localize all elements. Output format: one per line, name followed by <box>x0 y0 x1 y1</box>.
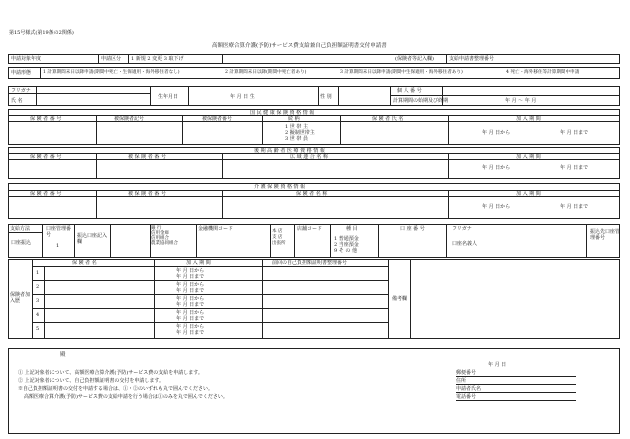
period-format: 年 月 〜 年 月 <box>505 98 537 104</box>
period-label: 計算期間の始期及び終期 <box>393 98 449 104</box>
account-number-label: 口 座 番 号 <box>400 226 425 232</box>
care-col-insurer-no: 保 険 者 番 号 <box>30 191 62 197</box>
kind-options[interactable]: 1 新規 2 変更 3 取下げ <box>131 56 184 62</box>
membership-history <box>8 259 620 339</box>
declaration-line-1: ① 上記対象者について、高額医療合算介護(予防)サービス費の支給を申請します。 <box>18 370 203 376</box>
history-row-4-no: 4 <box>36 312 40 318</box>
kind-label: 申請区分 <box>101 56 122 62</box>
account-mgmt-no-label: 口座管理番号 <box>46 226 72 238</box>
elderly-col-union-name: 広 域 連 合 名 称 <box>290 154 328 160</box>
nhi-col-relation: 続 柄 <box>288 116 300 122</box>
furigana-label: フリガナ <box>11 88 31 94</box>
footer-addressee: 殿 <box>60 352 66 358</box>
form-option-2[interactable]: 2 計算期間末日以降(期間中死亡者あり) <box>225 70 307 75</box>
nhi-period-from: 年 月 日から <box>482 130 511 136</box>
form-number: 第15号様式(第19条の2関係) <box>9 30 74 36</box>
name-field[interactable] <box>37 94 149 105</box>
relation-option-3[interactable]: 3 世 帯 員 <box>285 136 308 142</box>
bank-type-label: 銀 行 信用金庫 信用組合 農業協同組合 <box>151 226 178 246</box>
elderly-col-insurer-no: 保 険 者 番 号 <box>30 154 62 160</box>
form-title: 高額医療合算介護(予防)サービス費支給兼自己負担額証明書交付申請書 <box>212 43 387 49</box>
account-type-option-1[interactable]: 1 普通預金 <box>334 236 359 242</box>
bank-transfer-label: 口座振込 <box>11 240 32 246</box>
elderly-period-to: 年 月 日まで <box>560 165 589 171</box>
history-row-1-to: 年 月 日まで <box>176 274 205 280</box>
care-col-period: 加 入 期 間 <box>516 191 541 197</box>
form-option-3[interactable]: 3 計算期間末日以降申請(期間中生保適用・海外移住者あり) <box>340 70 463 75</box>
history-col-cert-no: 前回の自己負担額証明書整理番号 <box>272 260 348 266</box>
dob-label: 生年月日 <box>158 94 179 100</box>
history-row-1-from: 年 月 日から <box>176 268 205 274</box>
elderly-section-title: 後 期 高 齢 者 医 療 資 格 情 報 <box>254 148 325 154</box>
declaration-line-3: ※自己負担額証明書の交付を申請する場合は、①・②のいずれも丸で囲んでください。 <box>18 386 214 392</box>
history-col-insurer-name: 保 険 者 名 <box>72 260 97 266</box>
dob-format: 年 月 日 生 <box>230 94 255 100</box>
declaration-line-2: ② 上記対象者について、自己負担額証明書の交付を申請します。 <box>18 378 164 384</box>
history-col-period: 加 入 期 間 <box>186 260 211 266</box>
branch-type-label: 本 店 支 店 出張所 <box>272 229 286 246</box>
care-period-from: 年 月 日から <box>482 204 511 210</box>
account-type-option-2[interactable]: 2 当座預金 <box>334 242 359 248</box>
bank-code-label: 金融機関コード <box>198 226 234 232</box>
sex-label: 性 別 <box>320 94 332 100</box>
form-option-4[interactable]: 4 死亡・海外移住等計算期間中申請 <box>506 70 580 75</box>
transfer-entry-label: 振込口座記入欄 <box>77 233 108 245</box>
row-fiscal-year <box>8 54 620 64</box>
account-type-label: 種 目 <box>346 226 358 232</box>
care-col-insured-no: 被 保 険 者 番 号 <box>128 191 166 197</box>
care-section-title: 介 護 保 険 資 格 情 報 <box>254 184 306 190</box>
nhi-col-insured-no: 被保険者番号 <box>202 116 233 122</box>
relation-option-1[interactable]: 1 世 帯 主 <box>285 124 308 130</box>
declaration-line-4: 高額医療合算介護(予防)サービス費の支給申請を行う場合は①のみを丸で囲んでください。 <box>24 394 228 400</box>
history-row-4-from: 年 月 日から <box>176 310 205 316</box>
care-col-insurer-name: 保 険 者 名 称 <box>296 191 328 197</box>
form-label: 申請形態 <box>11 70 32 76</box>
history-row-2-from: 年 月 日から <box>176 282 205 288</box>
fiscal-year-label: 申請対象年度 <box>11 56 42 62</box>
history-row-5-no: 5 <box>36 326 40 332</box>
name-label: 氏 名 <box>11 98 23 104</box>
phone-number-label: 電話番号 <box>456 394 477 400</box>
history-side-label: 保険者加入歴 <box>10 292 31 304</box>
nhi-col-insurer-no: 保 険 者 番 号 <box>30 116 62 122</box>
history-row-5-from: 年 月 日から <box>176 324 205 330</box>
care-period-to: 年 月 日まで <box>560 204 589 210</box>
history-row-2-to: 年 月 日まで <box>176 288 205 294</box>
nhi-col-insured-symbol: 被保険者記号 <box>114 116 145 122</box>
payment-method-label: 支給方法 <box>10 226 31 232</box>
relation-option-2[interactable]: 2 擬制世帯主 <box>285 130 315 136</box>
history-row-4-to: 年 月 日まで <box>176 316 205 322</box>
history-row-3-from: 年 月 日から <box>176 296 205 302</box>
history-row-3-no: 3 <box>36 298 40 304</box>
nhi-section-title: 国 民 健 康 保 険 資 格 情 報 <box>250 110 315 116</box>
personal-number-label: 個 人 番 号 <box>397 88 422 94</box>
ref-number-label: 支給申請書整理番号 <box>449 56 495 62</box>
destination-mgmt-no-label: 振込先口座管理番号 <box>590 229 621 241</box>
elderly-period-from: 年 月 日から <box>482 165 511 171</box>
history-row-1-no: 1 <box>36 270 40 276</box>
elderly-col-period: 加 入 期 間 <box>516 154 541 160</box>
account-type-option-3[interactable]: 9 そ の 他 <box>334 248 357 254</box>
remarks-label: 備考欄 <box>392 296 408 302</box>
elderly-col-insured-no: 被 保 険 者 番 号 <box>128 154 166 160</box>
history-row-5-to: 年 月 日まで <box>176 330 205 336</box>
nhi-period-to: 年 月 日まで <box>560 130 589 136</box>
nhi-col-period: 加 入 期 間 <box>516 116 541 122</box>
history-row-3-to: 年 月 日まで <box>176 302 205 308</box>
bank-transfer-option[interactable]: 1 <box>56 243 60 249</box>
nhi-col-insurer-name: 保 険 者 氏 名 <box>372 116 404 122</box>
postal-code-label: 郵便番号 <box>456 370 477 376</box>
form-option-1[interactable]: 1 計算期間末日以降申請(期間中死亡・生保適用・海外移住者なし) <box>43 70 180 75</box>
care-section <box>8 183 620 219</box>
applicant-name-label: 申請者氏名 <box>456 386 482 392</box>
address-label: 住所 <box>456 378 467 384</box>
history-row-2-no: 2 <box>36 284 40 290</box>
branch-code-label: 店舗コード <box>297 226 323 232</box>
insurer-entry-label: (保険者等記入欄) <box>395 56 434 62</box>
holder-furigana-label: フリガナ <box>452 226 472 232</box>
footer-date: 年 月 日 <box>488 362 507 368</box>
account-holder-label: 口座名義人 <box>452 241 478 247</box>
